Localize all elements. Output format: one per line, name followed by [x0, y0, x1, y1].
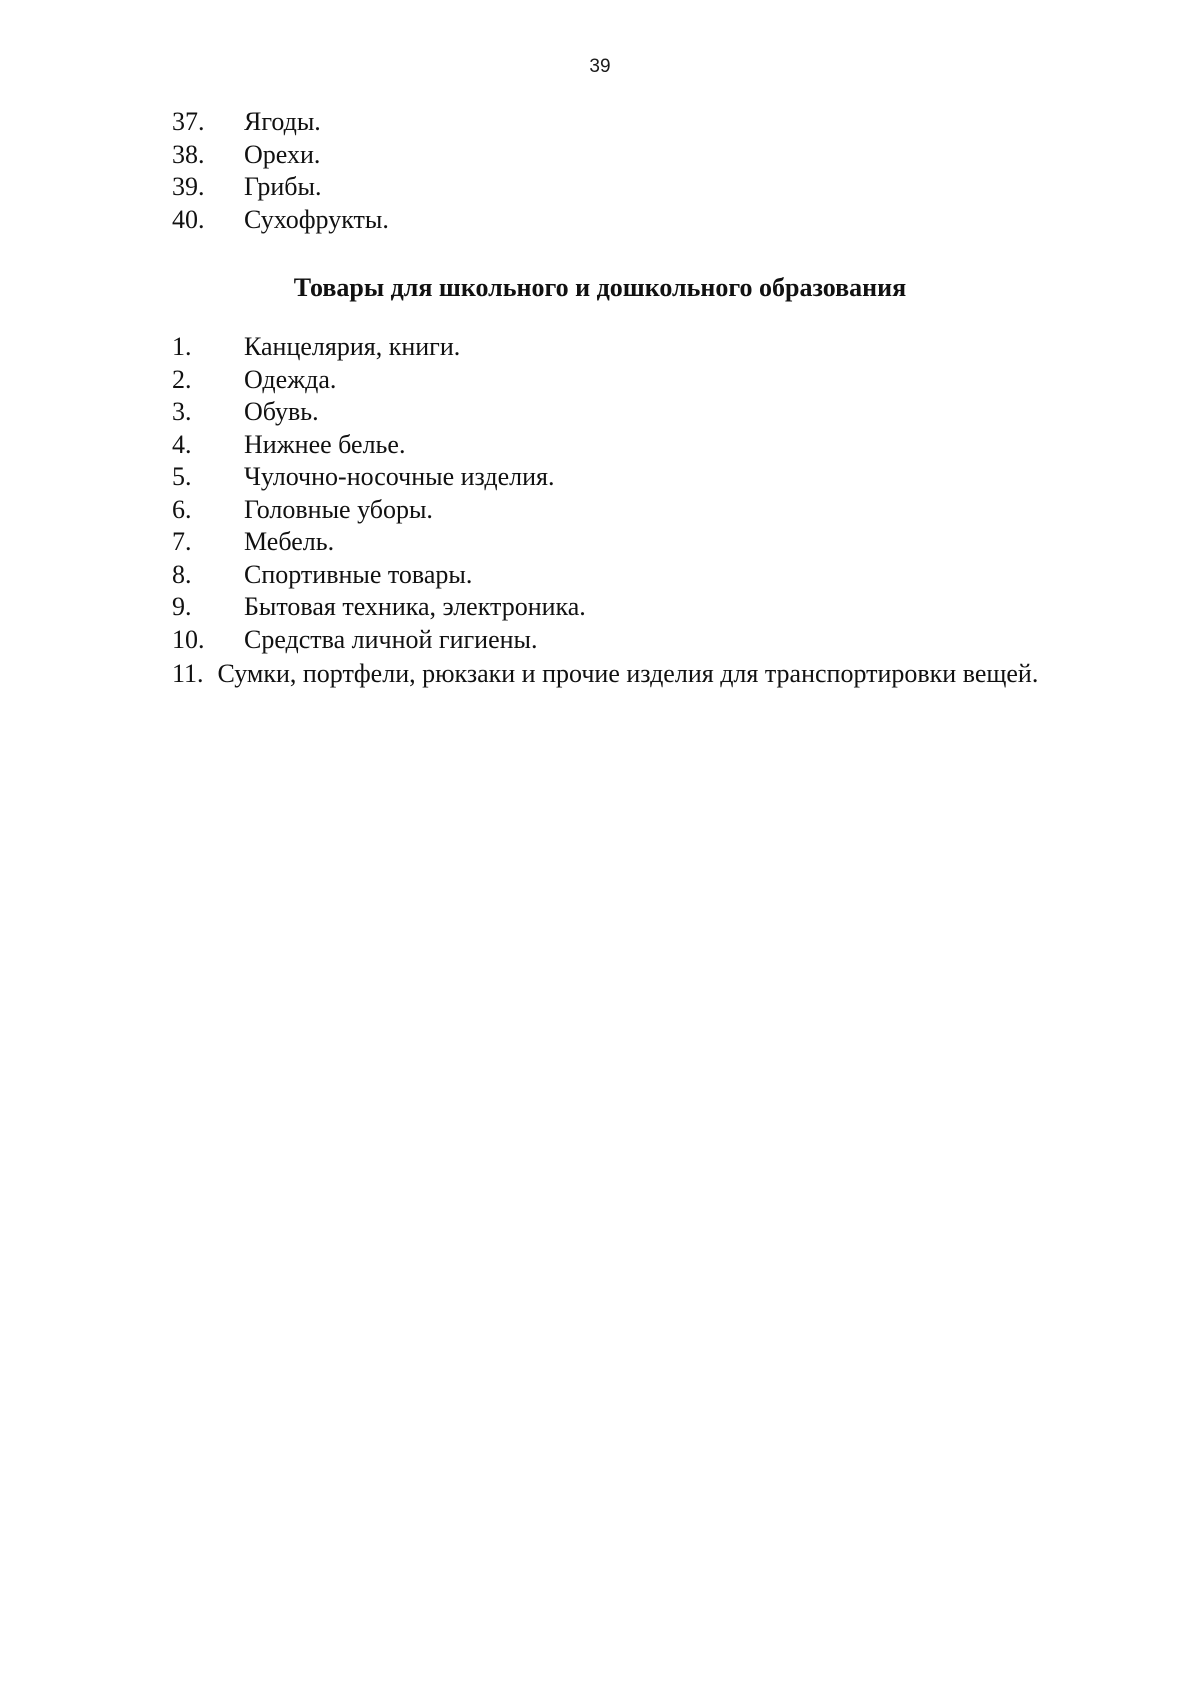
item-text: Сумки, портфели, рюкзаки и прочие изделия для транспортировки вещей. — [217, 659, 1039, 688]
list-item — [172, 364, 1123, 397]
list-item — [172, 461, 1123, 494]
list-item — [172, 624, 1123, 657]
item-text: Спортивные товары. — [244, 559, 473, 589]
item-number: 7. — [172, 527, 192, 556]
item-text: Одежда. — [244, 364, 337, 394]
item-number: 11. — [172, 659, 204, 688]
page-number: 39 — [589, 56, 611, 77]
list-item — [172, 331, 1123, 364]
item-text: Канцелярия, книги. — [244, 332, 461, 361]
item-number: 37. — [172, 107, 205, 136]
item-number: 4. — [172, 429, 192, 459]
list-item — [172, 429, 1123, 462]
item-text: Сухофрукты. — [244, 204, 389, 234]
list-item — [172, 591, 1123, 624]
item-text: Нижнее белье. — [244, 429, 406, 459]
list-item — [172, 204, 1123, 237]
numbered-list-top — [172, 106, 1123, 236]
list-item — [172, 396, 1123, 429]
list-item — [172, 494, 1123, 527]
item-text: Грибы. — [244, 172, 322, 201]
item-number: 39. — [172, 172, 205, 201]
item-number: 8. — [172, 559, 192, 589]
numbered-list-bottom — [172, 331, 1123, 656]
item-text: Бытовая техника, электроника. — [244, 592, 586, 621]
list-item-wrapped — [172, 658, 1123, 691]
item-text: Обувь. — [244, 397, 319, 426]
item-text: Ягоды. — [244, 107, 321, 136]
item-number: 5. — [172, 462, 192, 491]
item-text: Средства личной гигиены. — [244, 624, 538, 654]
item-number: 10. — [172, 624, 205, 654]
list-item — [172, 139, 1123, 172]
item-number: 9. — [172, 592, 192, 621]
item-number: 40. — [172, 204, 205, 234]
item-number: 2. — [172, 364, 192, 394]
list-item — [172, 526, 1123, 559]
item-number: 3. — [172, 397, 192, 426]
list-item — [172, 171, 1123, 204]
item-number: 6. — [172, 494, 192, 524]
item-text: Чулочно-носочные изделия. — [244, 462, 555, 491]
item-number: 1. — [172, 332, 192, 361]
item-text: Мебель. — [244, 527, 335, 556]
item-number: 38. — [172, 139, 205, 169]
list-item — [172, 559, 1123, 592]
list-item — [172, 106, 1123, 139]
section-heading: Товары для школьного и дошкольного образования — [293, 273, 907, 302]
item-text: Головные уборы. — [244, 494, 433, 524]
item-text: Орехи. — [244, 139, 321, 169]
